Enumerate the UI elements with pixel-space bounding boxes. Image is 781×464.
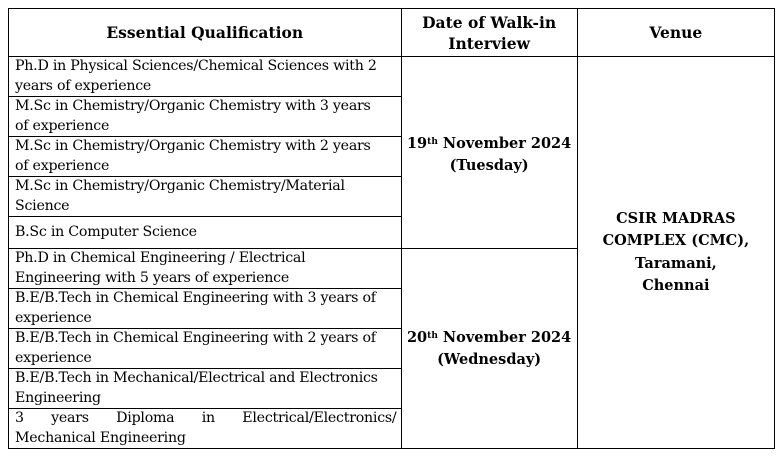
qualification-line: Engineering [15,389,101,406]
qualification-line: M.Sc in Chemistry/Organic Chemistry/Material [15,178,345,194]
date-month-year: November 2024 [437,135,572,152]
qualification-line: experience [15,309,92,326]
qualification-cell [9,369,402,409]
table-row [9,57,775,97]
qualification-line: of experience [15,157,110,174]
qualification-line: M.Sc in Chemistry/Organic Chemistry with 2 years [15,138,371,154]
date-weekday: (Tuesday) [449,157,529,174]
venue-cell [577,57,774,449]
qualification-line: experience [15,349,92,366]
qualification-line: B.E/B.Tech in Chemical Engineering with 2 years of [15,330,376,346]
header-row [9,9,775,57]
qualification-cell [9,217,402,249]
qualification-cell [9,57,402,97]
qualification-line: Science [15,197,70,214]
qualification-line-justified [15,409,397,429]
date-ordinal-suffix: th [427,137,438,147]
venue-line: COMPLEX (CMC), [602,232,750,249]
qualification-line: Ph.D in Chemical Engineering / Electrical [15,250,306,266]
qualification-line: Mechanical Engineering [15,429,186,446]
walk-in-interview-table [8,8,775,449]
header-date-line1: Date of Walk-in [422,12,557,32]
date-text [407,135,571,152]
qualification-line: B.E/B.Tech in Mechanical/Electrical and Electronics [15,370,378,386]
date-day-number: 19 [406,135,428,152]
venue-line: CSIR MADRAS [616,209,736,227]
qualification-cell [9,97,402,137]
interview-date-cell-19-november [401,57,577,249]
qualification-cell [9,289,402,329]
word: in [201,410,215,426]
word: 3 [15,410,24,426]
qualification-cell [9,249,402,289]
qualification-line: years of experience [15,77,152,94]
qualification-cell [9,329,402,369]
qualification-line: B.E/B.Tech in Chemical Engineering with 3 years of [15,290,376,306]
qualification-cell [9,409,402,449]
date-text [407,329,571,346]
qualification-cell [9,137,402,177]
date-day-number: 20 [406,329,428,346]
date-month-year: November 2024 [437,329,572,346]
interview-date-cell-20-november [401,249,577,449]
word: Diploma [116,410,175,426]
qualification-line: Engineering with 5 years of experience [15,269,289,286]
qualification-line: B.Sc in Computer Science [15,223,197,240]
header-date-line2: Interview [448,33,531,53]
qualification-line: of experience [15,117,110,134]
qualification-cell [9,177,402,217]
header-date-of-walk-in-interview [401,9,577,57]
qualification-line: M.Sc in Chemistry/Organic Chemistry with 3 years [15,98,371,114]
venue-line: Taramani, [635,254,717,272]
word: years [51,410,89,426]
word: Electrical/Electronics/ [242,410,397,426]
header-venue: Venue [577,9,774,57]
header-essential-qualification: Essential Qualification [9,9,402,57]
date-weekday: (Wednesday) [437,351,542,368]
qualification-line: Ph.D in Physical Sciences/Chemical Sciences with 2 [15,58,377,74]
date-ordinal-suffix: th [427,331,438,341]
venue-line: Chennai [642,277,710,294]
